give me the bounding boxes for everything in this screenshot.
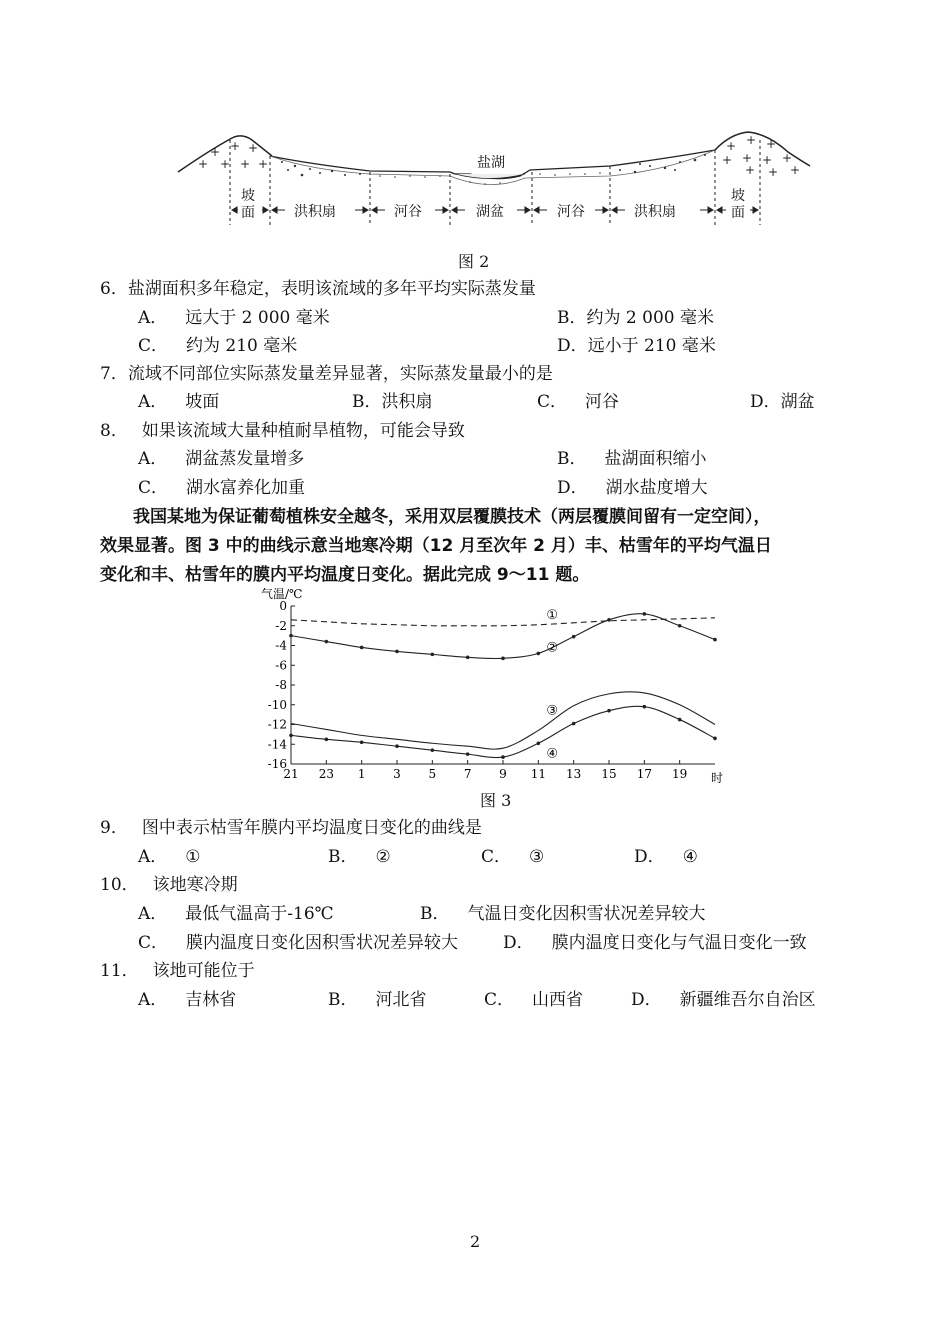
svg-text:+: + <box>782 151 793 165</box>
series-2-point <box>643 612 647 616</box>
series-2-point <box>466 656 470 660</box>
svg-text:+: + <box>220 157 231 171</box>
y-tick-label: -16 <box>267 757 287 771</box>
q8-option-a[interactable]: A． 湖盆蒸发量增多 <box>138 449 305 469</box>
svg-text:+: + <box>210 145 221 159</box>
y-axis-label: 气温/℃ <box>261 588 303 601</box>
y-tick-label: -6 <box>275 658 287 673</box>
x-tick-label: 15 <box>601 767 617 781</box>
q8-option-d[interactable]: D． 湖水盐度增大 <box>557 478 708 498</box>
x-axis-unit-label: 时 <box>711 771 724 785</box>
q10-option-d[interactable]: D． 膜内温度日变化与气温日变化一致 <box>503 933 807 953</box>
svg-text:+: + <box>768 165 779 179</box>
salt-lake <box>455 174 525 179</box>
series-4-point <box>466 752 470 756</box>
series-2-point <box>607 618 611 622</box>
segment-label-slope-right: 坡面 <box>731 188 745 221</box>
svg-text:+: + <box>258 157 269 171</box>
question-9-stem: 9． 图中表示枯雪年膜内平均温度日变化的曲线是 <box>100 818 482 838</box>
q8-option-b[interactable]: B． 盐湖面积缩小 <box>557 449 707 469</box>
q9-option-c[interactable]: C． ③ <box>481 847 545 867</box>
q6-option-a[interactable]: A． 远大于 2 000 毫米 <box>138 308 330 328</box>
q10-option-a[interactable]: A． 最低气温高于-16℃ <box>138 904 334 924</box>
series-2-point <box>572 635 576 639</box>
svg-text:+: + <box>790 163 801 177</box>
q11-option-c[interactable]: C． 山西省 <box>484 990 584 1010</box>
series-2-point <box>395 650 399 654</box>
series-line-3 <box>291 692 715 749</box>
x-tick-label: 7 <box>463 767 472 781</box>
segment-label-valley-left: 河谷 <box>394 204 422 220</box>
question-11-stem: 11． 该地可能位于 <box>100 961 255 981</box>
x-tick-label: 9 <box>499 767 507 781</box>
q7-option-d[interactable]: D．湖盆 <box>750 392 815 412</box>
y-tick-label: -12 <box>267 717 287 732</box>
x-tick-label: 11 <box>530 767 546 781</box>
q10-option-b[interactable]: B． 气温日变化因积雪状况差异较大 <box>420 904 706 924</box>
svg-text:+: + <box>745 163 756 177</box>
segment-label-valley-right: 河谷 <box>557 204 585 220</box>
q6-option-d[interactable]: D．远小于 210 毫米 <box>557 336 716 356</box>
svg-text:+: + <box>766 137 777 151</box>
q6-option-c[interactable]: C． 约为 210 毫米 <box>138 336 298 356</box>
passage-line-1: 我国某地为保证葡萄植株安全越冬，采用双层覆膜技术（两层覆膜间留有一定空间）， <box>133 507 771 527</box>
segment-label-fan-right: 洪积扇 <box>634 204 676 220</box>
series-label-3: ③ <box>546 703 558 719</box>
y-tick-label: -2 <box>275 618 287 633</box>
q6-option-b[interactable]: B．约为 2 000 毫米 <box>557 308 714 328</box>
svg-text:+: + <box>248 141 259 155</box>
series-4-point <box>537 741 541 745</box>
series-2-point <box>360 646 364 650</box>
series-4-point <box>572 722 576 726</box>
series-label-4: ④ <box>546 746 558 762</box>
lake-label: 盐湖 <box>477 155 505 171</box>
svg-text:+: + <box>726 139 737 153</box>
series-4-point <box>395 744 399 748</box>
series-line-4 <box>291 706 715 757</box>
x-tick-label: 17 <box>636 767 652 781</box>
series-4-point <box>713 737 717 741</box>
series-4-point <box>360 740 364 744</box>
passage-line-2: 效果显著。图 3 中的曲线示意当地寒冷期（12 月至次年 2 月）丰、枯雪年的平均气温日 <box>100 536 772 556</box>
svg-text:+: + <box>742 151 753 165</box>
series-4-point <box>289 734 293 738</box>
q11-option-a[interactable]: A． 吉林省 <box>138 990 237 1010</box>
x-tick-label: 5 <box>428 767 437 781</box>
y-tick-label: -4 <box>275 638 287 653</box>
figure-3-temperature-chart <box>255 588 735 788</box>
question-8-stem: 8． 如果该流域大量种植耐旱植物，可能会导致 <box>100 421 465 441</box>
y-tick-label: -14 <box>267 737 287 752</box>
y-tick-label: -8 <box>275 678 287 692</box>
svg-text:+: + <box>722 153 733 167</box>
svg-text:+: + <box>746 133 757 147</box>
figure-2-caption: 图 2 <box>458 252 490 271</box>
series-line-1 <box>291 618 715 626</box>
series-4-point <box>501 755 505 759</box>
series-4-point <box>643 705 647 709</box>
series-2-point <box>289 634 293 638</box>
series-4-point <box>607 709 611 713</box>
q8-option-c[interactable]: C． 湖水富养化加重 <box>138 478 306 498</box>
figure-3-caption: 图 3 <box>480 791 512 810</box>
series-4-point <box>325 738 329 742</box>
svg-text:+: + <box>230 139 241 153</box>
q7-option-a[interactable]: A． 坡面 <box>138 392 220 412</box>
segment-label-fan-left: 洪积扇 <box>294 204 336 220</box>
segment-label-slope-left: 坡面 <box>241 188 255 221</box>
x-tick-label: 21 <box>283 767 299 781</box>
svg-text:+: + <box>198 157 209 171</box>
q11-option-d[interactable]: D． 新疆维吾尔自治区 <box>631 990 816 1010</box>
passage-line-3: 变化和丰、枯雪年的膜内平均温度日变化。据此完成 9～11 题。 <box>100 565 590 585</box>
q11-option-b[interactable]: B． 河北省 <box>328 990 427 1010</box>
question-6-stem: 6．盐湖面积多年稳定，表明该流域的多年平均实际蒸发量 <box>100 279 536 299</box>
q7-option-b[interactable]: B．洪积扇 <box>352 392 433 412</box>
x-tick-label: 3 <box>393 767 401 781</box>
q7-option-c[interactable]: C． 河谷 <box>537 392 620 412</box>
page-number: 2 <box>470 1232 481 1251</box>
series-2-point <box>678 624 682 628</box>
series-2-point <box>713 638 717 642</box>
series-line-2 <box>291 614 715 659</box>
q9-option-a[interactable]: A． ① <box>138 847 201 867</box>
series-2-point <box>501 657 505 661</box>
x-tick-label: 1 <box>357 767 366 781</box>
q9-option-b[interactable]: B． ② <box>328 847 391 867</box>
x-tick-label: 19 <box>672 767 688 781</box>
y-tick-label: -10 <box>267 697 287 712</box>
question-10-stem: 10． 该地寒冷期 <box>100 875 238 895</box>
q10-option-c[interactable]: C． 膜内温度日变化因积雪状况差异较大 <box>138 933 459 953</box>
series-2-point <box>537 652 541 656</box>
series-2-point <box>431 653 435 657</box>
x-tick-label: 13 <box>566 767 582 781</box>
series-4-point <box>431 748 435 752</box>
x-tick-label: 23 <box>318 767 334 781</box>
series-label-1: ① <box>546 607 558 623</box>
series-4-point <box>678 718 682 722</box>
svg-text:+: + <box>240 157 251 171</box>
series-2-point <box>325 640 329 644</box>
svg-text:+: + <box>762 153 773 167</box>
y-tick-label: 0 <box>279 599 287 613</box>
series-label-2: ② <box>546 640 558 656</box>
q9-option-d[interactable]: D． ④ <box>634 847 698 867</box>
question-7-stem: 7．流域不同部位实际蒸发量差异显著，实际蒸发量最小的是 <box>100 364 553 384</box>
segment-label-basin: 湖盆 <box>476 204 504 220</box>
